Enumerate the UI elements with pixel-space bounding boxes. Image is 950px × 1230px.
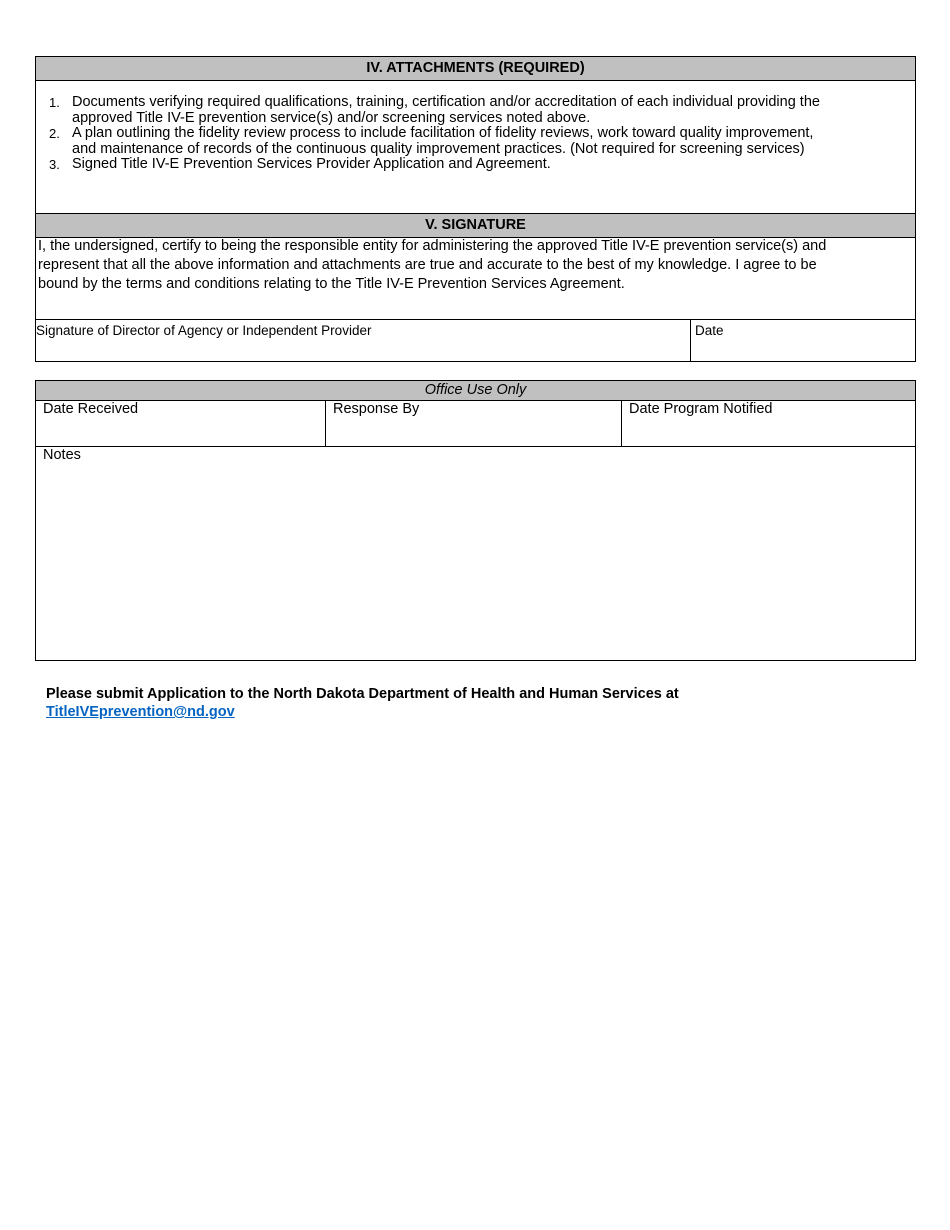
signature-date-field[interactable] (690, 320, 915, 361)
certification-line: I, the undersigned, certify to being the responsible entity for administering the approved Title IV-E prevention service(s) and (38, 238, 827, 254)
office-use-header: Office Use Only (36, 381, 915, 401)
signature-row (36, 319, 915, 361)
certification-statement (38, 237, 895, 294)
certification-line: bound by the terms and conditions relating to the Title IV-E Prevention Services Agreement. (38, 276, 625, 292)
attachment-text-line: Signed Title IV-E Prevention Services Provider Application and Agreement. (72, 156, 551, 172)
response-by-label: Response By (333, 401, 420, 417)
signature-section (35, 213, 916, 362)
attachment-number: 3. (49, 157, 60, 172)
date-received-label: Date Received (43, 401, 139, 417)
date-program-notified-field[interactable] (621, 400, 915, 446)
attachment-item (36, 157, 915, 173)
attachment-text-line: A plan outlining the fidelity review process to include facilitation of fidelity reviews, work toward quality improvement, (72, 125, 814, 141)
attachment-item (36, 95, 915, 126)
attachment-item (36, 126, 915, 157)
date-received-field[interactable] (36, 400, 325, 446)
submit-email-link[interactable]: TitleIVEprevention@nd.gov (46, 704, 235, 720)
attachments-header: IV. ATTACHMENTS (REQUIRED) (36, 57, 915, 81)
signature-date-label: Date (695, 323, 724, 338)
signature-header: V. SIGNATURE (36, 214, 915, 238)
attachment-number: 1. (49, 95, 60, 110)
office-use-section (35, 380, 916, 661)
attachments-list (36, 95, 915, 173)
submit-instructions (46, 685, 679, 721)
date-program-notified-label: Date Program Notified (629, 401, 773, 417)
signature-field-label: Signature of Director of Agency or Independent Provider (36, 323, 372, 338)
office-use-row (36, 400, 915, 447)
submit-instructions-text: Please submit Application to the North Dakota Department of Health and Human Services at (46, 686, 679, 702)
attachments-section (35, 56, 916, 214)
attachment-text-line: and maintenance of records of the continuous quality improvement practices. (Not required for screening services) (72, 140, 805, 157)
attachment-text-line: Documents verifying required qualifications, training, certification and/or accreditation of each individual providing the (72, 94, 820, 110)
response-by-field[interactable] (325, 400, 622, 446)
attachment-text-line: approved Title IV-E prevention service(s) and/or screening services noted above. (72, 109, 591, 126)
attachment-number: 2. (49, 126, 60, 141)
certification-line: represent that all the above information and attachments are true and accurate to the best of my knowledge. I agree to be (38, 257, 817, 273)
notes-label: Notes (43, 447, 81, 463)
